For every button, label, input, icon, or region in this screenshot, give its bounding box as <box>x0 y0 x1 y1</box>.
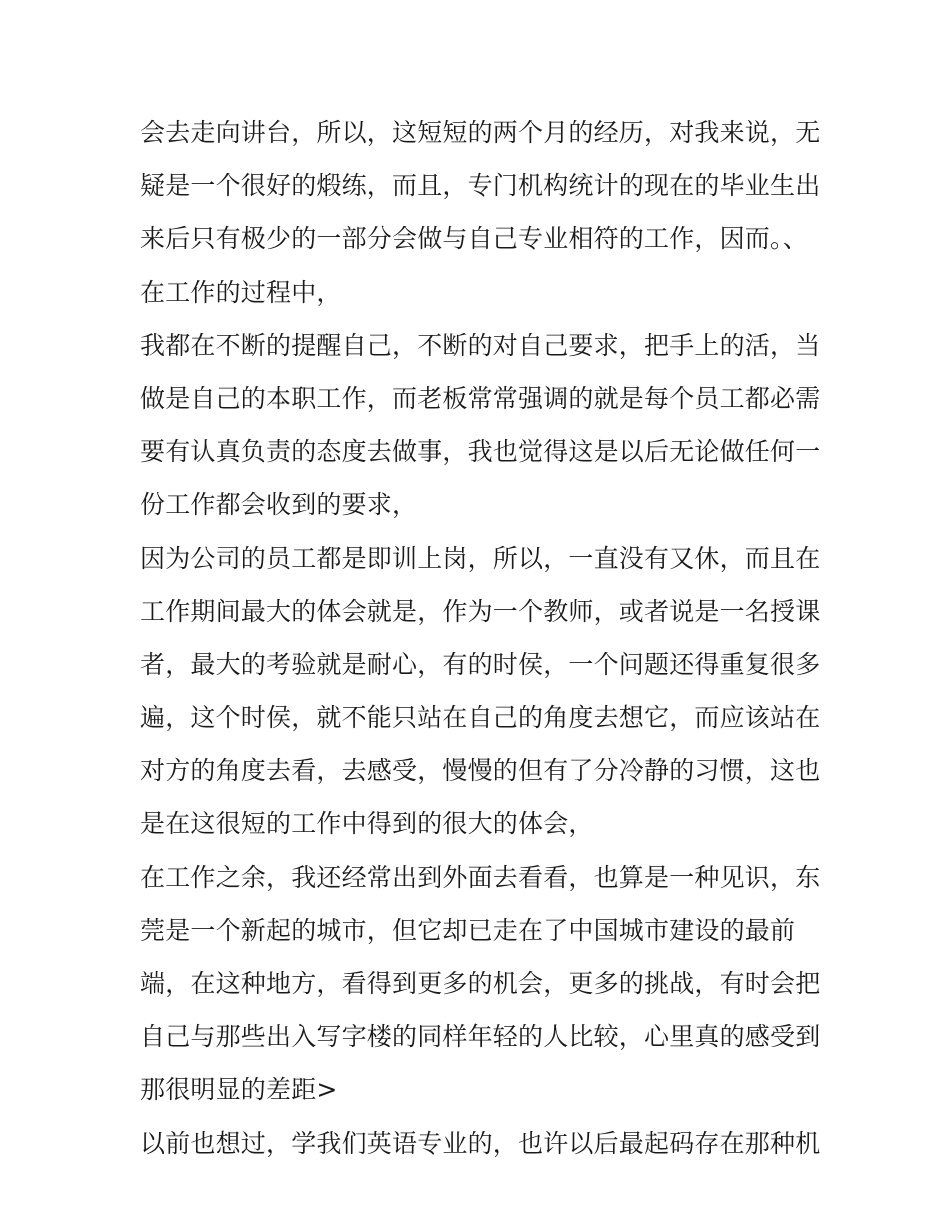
text-line: 要有认真负责的态度去做事，我也觉得这是以后无论做任何一 <box>140 437 821 467</box>
text-line: 我都在不断的提醒自己，不断的对自己要求，把手上的活，当 <box>140 330 821 360</box>
text-line: 在工作之余，我还经常出到外面去看看，也算是一种见识，东 <box>140 862 821 892</box>
text-line: 以前也想过，学我们英语专业的，也许以后最起码存在那种机 <box>140 1128 821 1158</box>
text-line: 来后只有极少的一部分会做与自己专业相符的工作，因而。、 <box>140 224 808 254</box>
text-line: 是在这很短的工作中得到的很大的体会， <box>140 809 594 839</box>
text-line: 那很明显的差距> <box>140 1075 338 1105</box>
document-body <box>140 106 820 1170</box>
text-line: 端，在这种地方，看得到更多的机会，更多的挑战，有时会把 <box>140 969 821 998</box>
text-line: 遍，这个时侯，就不能只站在自己的角度去想它，而应该站在 <box>140 703 821 733</box>
text-line: 因为公司的员工都是即训上岗，所以，一直没有又休，而且在 <box>140 543 821 573</box>
text-line: 疑是一个很好的煅练，而且，专门机构统计的现在的毕业生出 <box>140 171 821 201</box>
text-line: 在工作的过程中， <box>140 277 342 307</box>
text-line: 者，最大的考验就是耐心，有的时侯，一个问题还得重复很多 <box>140 649 821 679</box>
text-line: 对方的角度去看，去感受，慢慢的但有了分冷静的习惯，这也 <box>140 756 821 786</box>
text-line: 工作期间最大的体会就是，作为一个教师，或者说是一名授课 <box>140 596 821 626</box>
text-line: 莞是一个新起的城市，但它却已走在了中国城市建设的最前 <box>140 915 796 945</box>
text-line: 会去走向讲台，所以，这短短的两个月的经历，对我来说，无 <box>140 118 821 147</box>
text-line: 份工作都会收到的要求， <box>140 490 418 520</box>
text-line: 做是自己的本职工作，而老板常常强调的就是每个员工都必需 <box>140 383 821 413</box>
text-line: 自己与那些出入写字楼的同样年轻的人比较，心里真的感受到 <box>140 1022 821 1052</box>
